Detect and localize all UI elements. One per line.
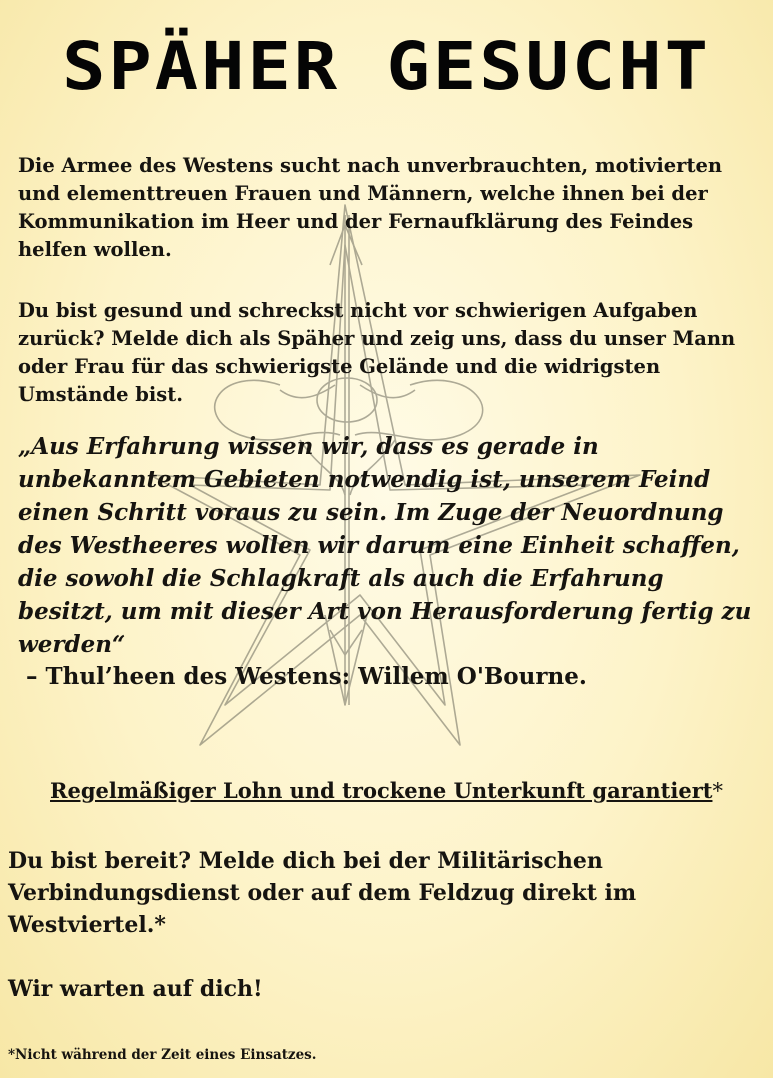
quote-signature: – Thul’heen des Westens: Willem O'Bourne. — [26, 663, 587, 690]
poster-title: SPÄHER GESUCHT — [62, 27, 711, 105]
call-to-action: Du bist bereit? Melde dich bei der Militärischen Verbindungsdienst oder auf dem Feldzug direkt im Westviertel.* — [8, 848, 637, 938]
wage-footnote-mark: * — [712, 779, 723, 803]
wage-guarantee-text: Regelmäßiger Lohn und trockene Unterkunft garantiert — [50, 778, 713, 803]
requirements-paragraph: Du bist gesund und schreckst nicht vor schwierigen Aufgaben zurück? Melde dich als Späher und zeig uns, dass du unser Mann oder Frau für das schwierigste Gelände und die widrigsten Umstände bist. — [18, 299, 736, 406]
footnote: *Nicht während der Zeit eines Einsatzes. — [8, 1047, 317, 1063]
commander-quote: „Aus Erfahrung wissen wir, dass es gerade in unbekanntem Gebieten notwendig ist, unserem Feind einen Schritt voraus zu sein. Im Zuge der Neuordnung des Westheeres wollen wir darum eine Einheit schaffen, die sowohl die Schlagkraft als auch die Erfahrung besitzt, um mit dieser Art von Herausforderung fertig zu werden“ — [18, 433, 752, 658]
intro-paragraph: Die Armee des Westens sucht nach unverbrauchten, motivierten und elementtreuen Frauen und Männern, welche ihnen bei der Kommunikation im Heer und der Fernaufklärung des Feindes helfen wollen. — [18, 154, 723, 261]
closing-line: Wir warten auf dich! — [8, 976, 263, 1002]
wage-guarantee — [0, 776, 773, 806]
